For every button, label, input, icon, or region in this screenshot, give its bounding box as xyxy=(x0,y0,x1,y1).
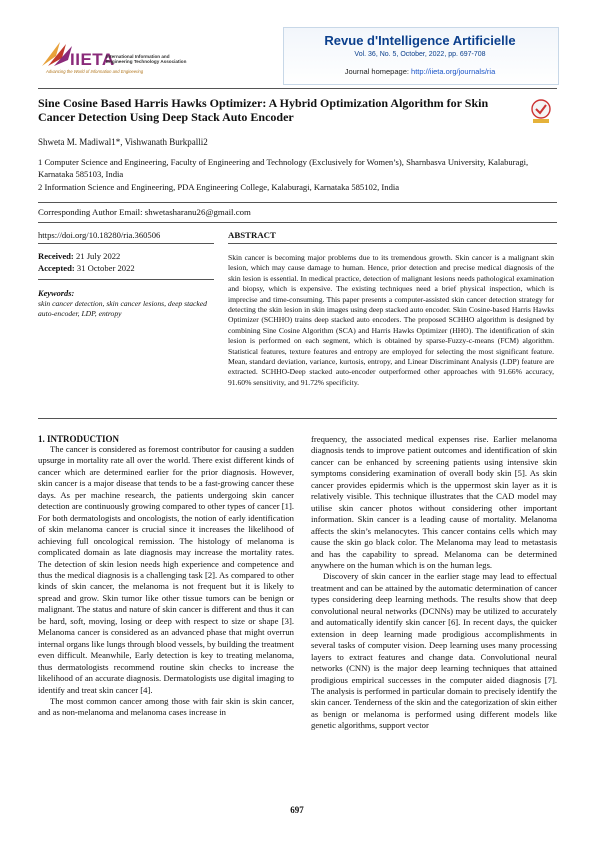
abstract-heading: ABSTRACT xyxy=(228,230,276,240)
abstract-end-divider xyxy=(38,418,557,419)
paper-authors: Shweta M. Madiwal1*, Vishwanath Burkpalli2 xyxy=(38,137,208,147)
corresponding-divider xyxy=(38,222,557,223)
header-divider xyxy=(38,88,557,89)
received-label: Received: xyxy=(38,251,74,261)
journal-homepage xyxy=(283,67,557,76)
body-paragraph: Discovery of skin cancer in the earlier stage may lead to effectual treatment and can be attained by the automatic determination of cancer types considering deep learning methods. The results show that deep convolutional neural networks (DCNNs) may be utilized to accurately and automatically identify skin cancer [6]. In recent days, the quicker extension in deep learning made prodigious accomplishments in several tasks of computer vision. Deep learning uses many processing layers to extract features and change data. Convolutional neural networks (CNN) is the major deep learning techniques that attained prodigious empirical successes in the computer aided diagnosis [7]. The analysis is performed in particular domain to precisely identify the skin cancer. Tenderness of the skin and the categorization of skin either as benign or melanoma is performed using different models like genetic algorithms, support vector xyxy=(311,571,557,731)
accepted-date xyxy=(38,263,135,273)
journal-name: Revue d'Intelligence Artificielle xyxy=(324,33,516,48)
body-column-left xyxy=(38,444,294,719)
body-paragraph: frequency, the associated medical expenses rise. Earlier melanoma diagnosis tends to improve patient outcomes and identification of skin cancer can be enhanced by screening patients using intensive skin symptoms considering examination of overall body skin [5]. As skin cancer provides epidermis which is the uppermost skin layer as it is relatively visible. This technique illustrates that the CAD model may utilise skin cancer photos without considering other important information. Skin cancer is a leading cause of mortality. Melanoma affects the skin’s melanocytes. This cancer contains cells which may cause the skin go black color. The Melanoma may lead to metastasis and has the capability to spread. Melanoma can be determined anywhere on the human which is on the human legs. xyxy=(311,434,557,570)
affiliation-1: 1 Computer Science and Engineering, Faculty of Engineering and Technology (Exclusively for Women’s), Sharnbasva University, Kalaburagi, Karnataka 585103, India xyxy=(38,157,529,179)
body-paragraph: The cancer is considered as foremost contributor for causing a sudden upsurge in mortality rate all over the world. There exist different kinds of cancer which are determined earlier for the prior diagnosis. However, skin cancer is a major disease that tends to be a fast-growing cancer these days. As per machine research, the patients undergoing skin cancer detection are continuously growing compared to other types of cancer [1]. For both dermatologists and oncologists, the notion of early identification of skin melanoma cancer is crucial since it increases the likelihood of achieving full oncological remission. The histology of melanoma is complicated domain as late diagnosis may increase the mortality rates. The detection of skin lesion needs high experience and competence and thus the medical diagnosis is a challenging task [2]. As compared to other kinds of skin cancer, the melanoma is not frequent but it is likely to spread and grow. Skin tumor like other tissue tumors can be benign or malignant. The status and nature of skin cancer is different and thus it can be hard, soft, moving, losing or deep with respect to size or shape [3]. Melanoma cancer is considered as an advanced phase that might overrun internal organs like lungs through blood vessels, by building the treatment even difficult. Meanwhile, Early detection is key to treating melanoma, thus dermatologists recommend routine skin checks to increase the likelihood of an accurate diagnosis. Dermatologists use digital imaging to identify and treat skin cancer [4]. xyxy=(38,444,294,695)
received-date xyxy=(38,251,120,261)
body-paragraph: The most common cancer among those with fair skin is skin cancer, and as non-melanoma and melanoma cases increase in xyxy=(38,695,294,718)
body-column-right xyxy=(311,434,557,732)
abstract-divider xyxy=(228,243,557,244)
affiliation-2: 2 Information Science and Engineering, PDA Engineering College, Kalaburagi, Karnataka 585102, India xyxy=(38,182,400,192)
publisher-org-name: International Information and Engineering Technology Association xyxy=(106,54,187,65)
doi-link[interactable]: https://doi.org/10.18280/ria.360506 xyxy=(38,230,161,240)
paper-title: Sine Cosine Based Harris Hawks Optimizer: A Hybrid Optimization Algorithm for Skin Cancer Detection Using Deep Stack Auto Encoder xyxy=(38,96,489,124)
accepted-label: Accepted: xyxy=(38,263,75,273)
abstract-text: Skin cancer is becoming major problems due to its tremendous growth. Skin cancer is a malignant skin lesion, which may cause damage to human. Hence, prior detection and precise medical diagnosis of the skin lesion is essential. In medical practice, detection of malignant lesions needs pathological examination and biopsy, which is expensive. The existing techniques need a brief physical inspection, which is imprecise and time-consuming. This paper presents a computer-assisted skin cancer detection strategy for detecting the skin lesion in skin images using deep stacked auto encoder. Skin Cosine-based Harris Hawks Optimizer (SCHHO) trains deep stacked auto encoders. The proposed SCHHO algorithm is designed by combining Sine Cosine Algorithm (SCA) and Harris Hawks Optimizer (HHO). The identification of skin lesion is performed on each segment, which is obtained by sparse-Fuzzy-c-means (FCM) algorithm. Statistical features, texture features and entropy are employed for selecting the most significant feature. Mean, standard deviation, variance, kurtosis, entropy, and Linear Discriminant Analysis (LDP) feature are extracted. SCHHO-Deep stacked auto-encoder outperformed other approaches with 91.66% accuracy, 91.60% sensitivity, and 91.72% specificity. xyxy=(228,253,554,387)
section-heading: 1. INTRODUCTION xyxy=(38,434,120,444)
publisher-tagline: Advancing the World of Information and Engineering xyxy=(46,69,144,74)
check-for-updates-icon[interactable] xyxy=(530,99,552,125)
keywords-heading: Keywords: xyxy=(38,289,75,298)
doi-divider xyxy=(38,243,214,244)
homepage-label: Journal homepage: xyxy=(344,67,409,76)
received-value: 21 July 2022 xyxy=(75,251,121,261)
accepted-value: 31 October 2022 xyxy=(76,263,135,273)
page-number: 697 xyxy=(290,805,304,815)
affiliation-divider xyxy=(38,202,557,203)
dates-divider xyxy=(38,279,214,280)
corresponding-author: Corresponding Author Email: shwetasharanu26@gmail.com xyxy=(38,207,251,217)
keywords: skin cancer detection, skin cancer lesions, deep stacked auto-encoder, LDP, entropy xyxy=(38,299,207,318)
publisher-logo-text: IIETA xyxy=(70,50,115,69)
homepage-link[interactable]: http://iieta.org/journals/ria xyxy=(411,67,496,76)
journal-volume: Vol. 36, No. 5, October, 2022, pp. 697-708 xyxy=(354,51,486,58)
